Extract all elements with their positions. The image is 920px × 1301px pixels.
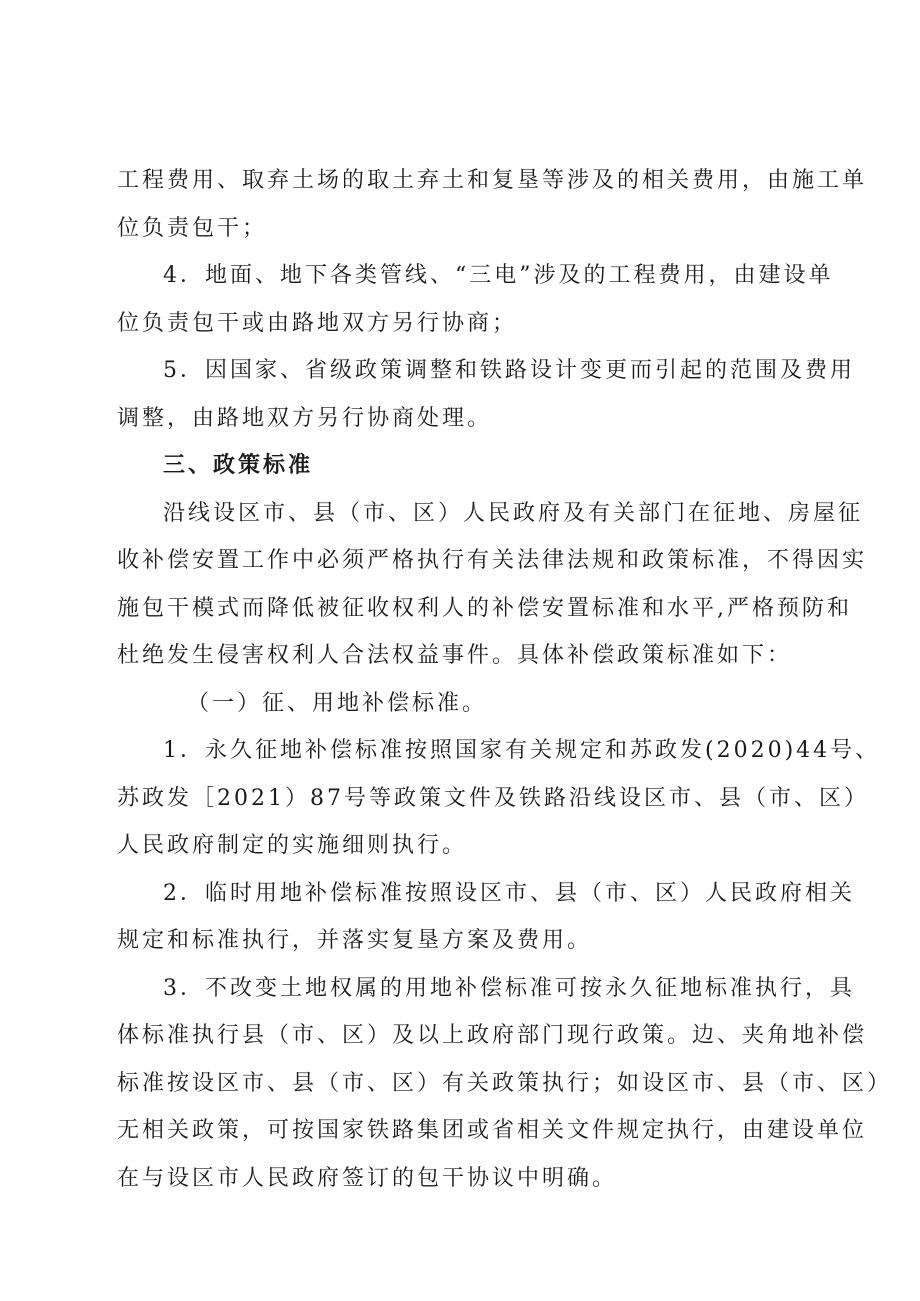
text-line: 调整，由路地双方另行协商处理。 [117, 405, 493, 431]
text-line: 无相关政策，可按国家铁路集团或省相关文件规定执行，由建设单位 [117, 1118, 868, 1143]
list-item-5: 5．因国家、省级政策调整和铁路设计变更而引起的范围及费用 [163, 358, 855, 383]
text-line: 位负责包干或由路地双方另行协商； [117, 310, 518, 336]
text-line: 位负责包干； [117, 215, 268, 241]
list-item-2: 2．临时用地补偿标准按照设区市、县（市、区）人民政府相关 [163, 880, 855, 906]
document-body [117, 157, 893, 1202]
paragraph-line: 沿线设区市、县（市、区）人民政府及有关部门在征地、房屋征 [163, 500, 864, 526]
paragraph-line: 施包干模式而降低被征收权利人的补偿安置标准和水平,严格预防和 [117, 595, 852, 621]
text-line: 规定和标准执行，并落实复垦方案及费用。 [117, 928, 593, 953]
list-item-3: 3．不改变土地权属的用地补偿标准可按永久征地标准执行，具 [163, 975, 855, 1001]
text-line: 人民政府制定的实施细则执行。 [117, 833, 468, 858]
paragraph-line: 收补偿安置工作中必须严格执行有关法律法规和政策标准，不得因实 [117, 548, 868, 573]
subsection-heading: （一）征、用地补偿标准。 [187, 690, 488, 716]
text-line: 工程费用、取弃土场的取土弃土和复垦等涉及的相关费用，由施工单 [117, 168, 868, 193]
text-line: 苏政发［2021）87号等政策文件及铁路沿线设区市、县（市、区） [117, 785, 869, 811]
list-item-1: 1．永久征地补偿标准按照国家有关规定和苏政发(2020)44号、 [163, 738, 881, 763]
paragraph-line: 杜绝发生侵害权利人合法权益事件。具体补偿政策标准如下： [117, 643, 793, 668]
section-heading: 三、政策标准 [163, 452, 314, 478]
text-line: 标准按设区市、县（市、区）有关政策执行；如设区市、县（市、区） [117, 1070, 893, 1096]
text-line: 在与设区市人民政府签订的包干协议中明确。 [117, 1165, 618, 1191]
list-item-4: 4．地面、地下各类管线、“三电”涉及的工程费用，由建设单 [163, 263, 834, 288]
text-line: 体标准执行县（市、区）及以上政府部门现行政策。边、夹角地补偿 [117, 1023, 868, 1048]
